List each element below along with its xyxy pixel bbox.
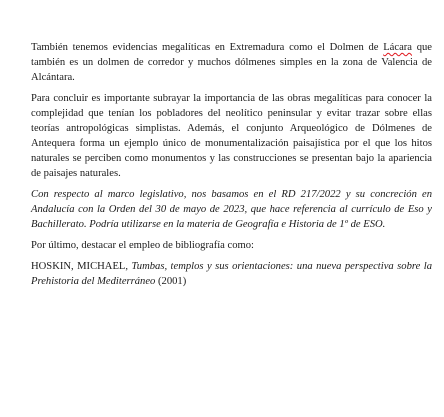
bibliography-title: Tumbas, templos y sus orientaciones: una nueva perspectiva sobre la Prehistoria del Mediterráneo [31,261,432,287]
paragraph-conclusion: Para concluir es importante subrayar la importancia de las obras megalíticas para conocer la complejidad que tenían los pobladores del neolítico peninsular y evitar trazar sobre ellas teorías antropológicas simplistas. Además, el conjunto Arqueológico de Dólmenes de Antequera forma un ejemplo único de monumentalización paisajística por el que los hitos naturales se perciben como monumentos y las construcciones se presentan bajo la apariencia de paisajes naturales. [31,93,432,179]
paragraph-extremadura [31,40,432,85]
p1-text-before: También tenemos evidencias megalíticas en Extremadura como el Dolmen de [31,42,384,53]
misspelled-word[interactable]: Lácara [383,42,412,53]
bibliography-year: (2001) [155,276,187,287]
paragraph-legislation: Con respecto al marco legislativo, nos basamos en el RD 217/2022 y su concreción en Andalucía con la Orden del 30 de mayo de 2023, que hace referencia al currículo de Eso y Bachillerato. Podría utilizarse en la materia de Geografía e Historia de 1º de ESO. [31,189,432,230]
bibliography-author: HOSKIN, MICHAEL, [31,261,132,272]
p1-text-after: que también es un dolmen de corredor y muchos dólmenes simples en la zona de Valencia de Alcántara. [31,42,432,83]
bibliography-entry [31,259,432,289]
paragraph-bibliography-intro: Por último, destacar el empleo de bibliografía como: [31,240,254,251]
